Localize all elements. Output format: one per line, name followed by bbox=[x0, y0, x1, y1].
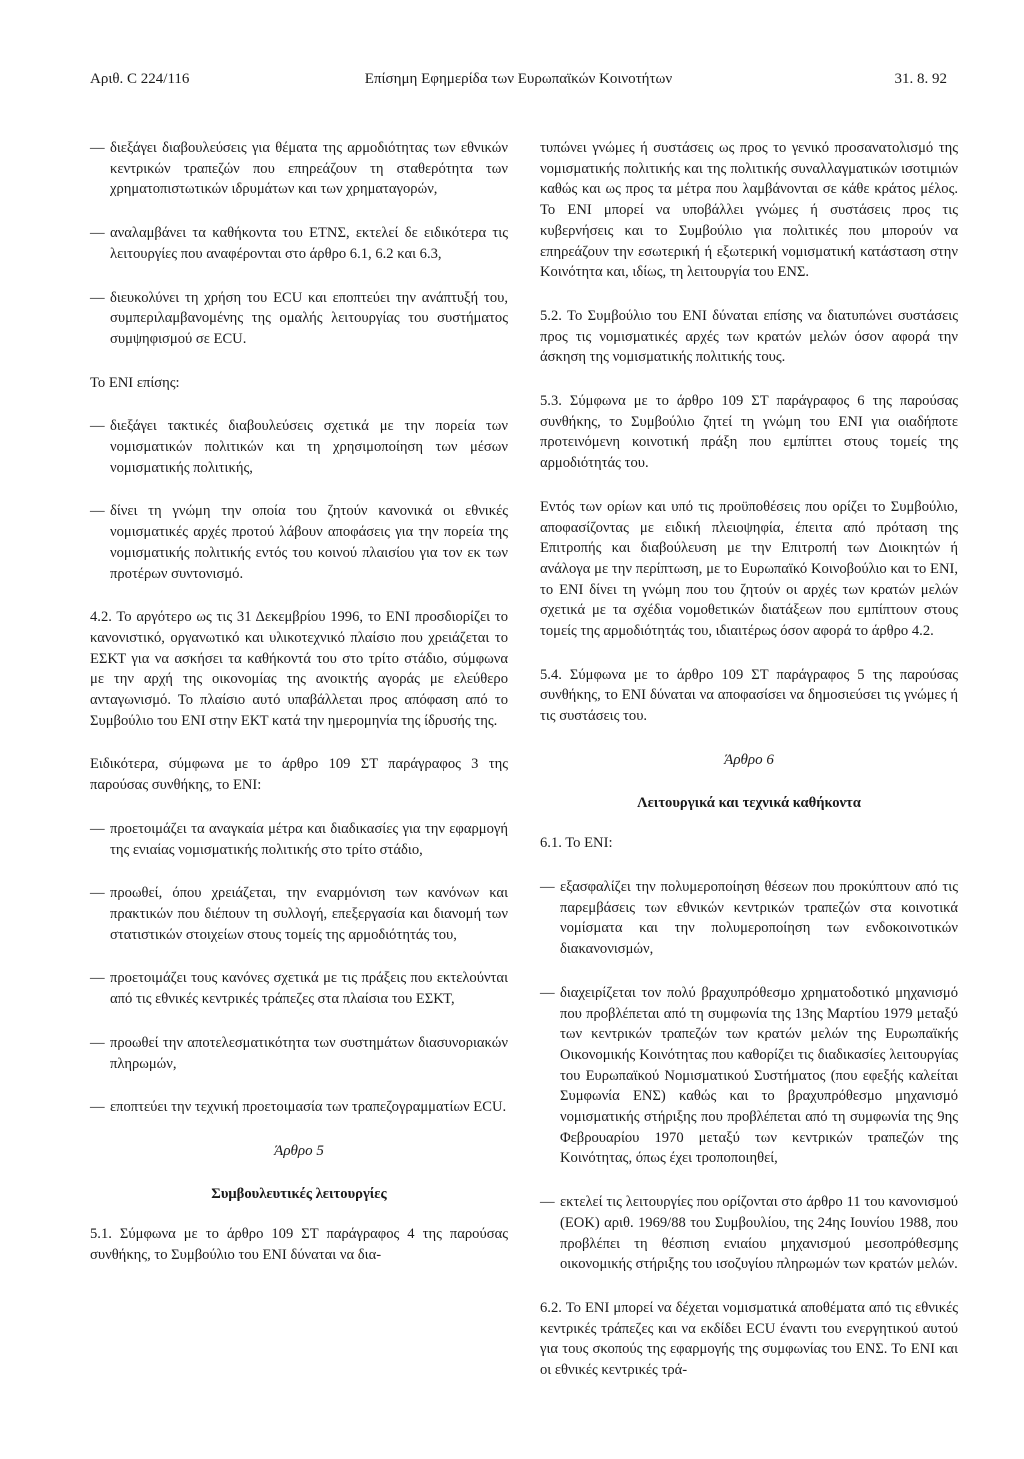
list-item-text: διαχειρίζεται τον πολύ βραχυπρόθεσμο χρηματοδοτικό μηχανισμό που προβλέπεται από τη συμφωνία της 13ης Μαρτίου 1979 μεταξύ των κεντρικών τραπεζών των κρατών μελών της Ευρωπαϊκής Οικονομικής Κοινότητας που καθορίζει τις διαδικασίες λειτουργίας του Ευρωπαϊκού Νομισματικού Συστήματος (που εφεξής καλείται Συμφωνία ΕΝΣ) καθώς και το βραχυπρόθεσμο μηχανισμό νομισματικής στήριξης που προβλέπεται από τη συμφωνία της 9ης Φεβρουαρίου 1970 μεταξύ των κεντρικών τραπεζών της Κοινότητας, όπως έχει τροποποιηθεί, bbox=[560, 984, 958, 1167]
header-journal-title: Επίσημη Εφημερίδα των Ευρωπαϊκών Κοινοτήτων bbox=[364, 71, 673, 87]
paragraph-6-1: 6.1. Το ΕΝΙ: bbox=[540, 835, 613, 852]
list-item bbox=[540, 877, 958, 960]
dash-bullet: — bbox=[90, 1034, 105, 1051]
list-item bbox=[540, 983, 958, 1169]
dash-bullet: — bbox=[90, 885, 105, 902]
list-item-text: δίνει τη γνώμη την οποία του ζητούν κανονικά οι εθνικές νομισματικές αρχές προτού λάβουν αποφάσεις για την πορεία της νομισματικής πολιτικής εντός του κοινού πλαισίου για τον εκ των προτέρων συντονισμό. bbox=[110, 503, 508, 582]
list-item bbox=[90, 1033, 508, 1074]
dash-bullet: — bbox=[90, 970, 105, 987]
list-item-text: προετοιμάζει τους κανόνες σχετικά με τις πράξεις που εκτελούνται από τις εθνικές κεντρικές τράπεζες στα πλαίσια του ΕΣΚΤ, bbox=[110, 970, 508, 1008]
list-item bbox=[90, 968, 508, 1009]
list-item bbox=[90, 416, 508, 478]
paragraph-5-1: 5.1. Σύμφωνα με το άρθρο 109 ΣΤ παράγραφος 4 της παρούσας συνθήκης, το Συμβούλιο του ΕΝΙ δύναται να δια- bbox=[90, 1226, 508, 1264]
list-item bbox=[90, 501, 508, 584]
list-item bbox=[90, 138, 508, 200]
dash-bullet: — bbox=[90, 1099, 105, 1116]
list-item-text: εποπτεύει την τεχνική προετοιμασία των τραπεζογραμματίων ECU. bbox=[110, 1099, 507, 1116]
header-reference: Αριθ. C 224/116 bbox=[90, 71, 190, 87]
list-item-text: διεξάγει διαβουλεύσεις για θέματα της αρμοδιότητας των εθνικών κεντρικών τραπεζών που επηρεάζουν τη σταθερότητα των χρηματοπιστωτικών ιδρυμάτων και των χρηματαγορών, bbox=[110, 140, 508, 198]
list-item bbox=[90, 883, 508, 945]
paragraph-5-3: 5.3. Σύμφωνα με το άρθρο 109 ΣΤ παράγραφος 6 της παρούσας συνθήκης, το Συμβούλιο ζητεί τη γνώμη του ΕΝΙ για οιαδήποτε προτεινόμενη κοινοτική πράξη που εμπίπτει στους τομείς της αρμοδιότητάς του. bbox=[540, 393, 958, 472]
list-item-text: προωθεί την αποτελεσματικότητα των συστημάτων διασυνοριακών πληρωμών, bbox=[110, 1034, 508, 1072]
dash-bullet: — bbox=[90, 289, 105, 306]
dash-bullet: — bbox=[540, 984, 555, 1001]
list-item-text: εξασφαλίζει την πολυμεροποίηση θέσεων που προκύπτουν από τις παρεμβάσεις των εθνικών κεντρικών τραπεζών στα κοινοτικά νομίσματα και την πολυμεροποίηση των ενδοκοινοτικών διακανονισμών, bbox=[560, 878, 958, 958]
list-item bbox=[90, 819, 508, 860]
article-6-title: Λειτουργικά και τεχνικά καθήκοντα bbox=[637, 794, 861, 811]
paragraph-also: Το ΕΝΙ επίσης: bbox=[90, 374, 180, 391]
paragraph-5-4: 5.4. Σύμφωνα με το άρθρο 109 ΣΤ παράγραφος 5 της παρούσας συνθήκης, το ΕΝΙ δύναται να αποφασίσει να δημοσιεύσει τις γνώμες ή τις συστάσεις του. bbox=[540, 666, 958, 725]
list-item bbox=[90, 223, 508, 264]
list-item-text: διεξάγει τακτικές διαβουλεύσεις σχετικά με την πορεία των νομισματικών πολιτικών και τη χρησιμοποίηση των μέσων νομισματικής πολιτικής, bbox=[110, 418, 508, 476]
dash-bullet: — bbox=[540, 1194, 555, 1211]
dash-bullet: — bbox=[90, 418, 105, 435]
article-5-heading: Άρθρο 5 bbox=[274, 1142, 324, 1159]
dash-bullet: — bbox=[90, 503, 105, 520]
list-item-text: προετοιμάζει τα αναγκαία μέτρα και διαδικασίες για την εφαρμογή της ενιαίας νομισματικής πολιτικής στο τρίτο στάδιο, bbox=[110, 820, 508, 858]
dash-bullet: — bbox=[540, 878, 555, 895]
left-column bbox=[90, 138, 508, 1289]
header-date: 31. 8. 92 bbox=[894, 71, 947, 87]
list-item bbox=[90, 1097, 508, 1118]
list-item-text: διευκολύνει τη χρήση του ECU και εποπτεύει την ανάπτυξή του, συμπεριλαμβανομένης της ομαλής λειτουργίας του συστήματος συμψηφισμού σε ECU. bbox=[110, 289, 508, 347]
paragraph-6-2: 6.2. Το ΕΝΙ μπορεί να δέχεται νομισματικά αποθέματα από τις εθνικές κεντρικές τράπεζες και να εκδίδει ECU έναντι του ενεργητικού αυτού για τους σκοπούς της εφαρμογής της συμφωνίας του ΕΝΣ. Το ΕΝΙ και οι εθνικές κεντρικές τρά- bbox=[540, 1299, 958, 1379]
list-item bbox=[540, 1192, 958, 1275]
paragraph-specifically: Ειδικότερα, σύμφωνα με το άρθρο 109 ΣΤ παράγραφος 3 της παρούσας συνθήκης, το ΕΝΙ: bbox=[90, 756, 508, 794]
dash-bullet: — bbox=[90, 820, 105, 837]
paragraph-5-2: 5.2. Το Συμβούλιο του ΕΝΙ δύναται επίσης να διατυπώνει συστάσεις προς τις νομισματικές αρχές των κρατών μελών όσον αφορά την άσκηση της νομισματικής πολιτικής τους. bbox=[540, 307, 958, 366]
paragraph-within-limits: Εντός των ορίων και υπό τις προϋποθέσεις που ορίζει το Συμβούλιο, αποφασίζοντας με ειδική πλειοψηφία, έπειτα από πρόταση της Επιτροπής και διαβούλευση με την Επιτροπή των Διοικητών ή ανάλογα με την περίπτωση, με το Ευρωπαϊκό Κοινοβούλιο και το ΕΝΙ, το ΕΝΙ δίνει τη γνώμη που του ζητούν οι αρχές των κρατών μελών σχετικά με τα σχέδια νομοθετικών διατάξεων που εμπίπτουν στους τομείς της αρμοδιότητάς του, ιδιαιτέρως όσον αφορά το άρθρο 4.2. bbox=[540, 498, 958, 640]
article-6-heading: Άρθρο 6 bbox=[724, 751, 774, 768]
right-column bbox=[540, 138, 958, 1404]
paragraph-4-2: 4.2. Το αργότερο ως τις 31 Δεκεμβρίου 1996, το ΕΝΙ προσδιορίζει το κανονιστικό, οργανωτικό και υλικοτεχνικό πλαίσιο που χρειάζεται το ΕΣΚΤ για να ασκήσει τα καθήκοντά του στο τρίτο στάδιο, σύμφωνα με την αρχή της οικονομίας της ανοικτής αγοράς με ελεύθερο ανταγωνισμό. Το πλαίσιο αυτό υπαβάλλεται προς απόφαση από το Συμβούλιο του ΕΝΙ στην ΕΚΤ κατά την ημερομηνία της ίδρυσής της. bbox=[90, 609, 508, 729]
list-item-text: εκτελεί τις λειτουργίες που ορίζονται στο άρθρο 11 του κανονισμού (ΕΟΚ) αριθ. 1969/88 του Συμβουλίου, της 24ης Ιουνίου 1988, που προβλέπει τη θέσπιση ενιαίου μηχανισμού μεσοπρόθεσμης οικονομικής στήριξης του ισοζυγίου πληρωμών των κρατών μελών. bbox=[560, 1194, 958, 1273]
list-item bbox=[90, 288, 508, 350]
paragraph-5-1-continued: τυπώνει γνώμες ή συστάσεις ως προς το γενικό προσανατολισμό της νομισματικής πολιτικής και της πολιτικής συναλλαγματικών ισοτιμιών καθώς και ως προς τα μέτρα που λαμβάνονται σε κάθε κράτος μέλος. Το ΕΝΙ μπορεί να υποβάλλει γνώμες ή συστάσεις προς τις κυβερνήσεις και το Συμβούλιο για πολιτικές που μπορούν να επηρεάζουν την εσωτερική ή εξωτερική νομισματική κατάσταση στην Κοινότητα και, ιδίως, τη λειτουργία του ΕΝΣ. bbox=[540, 140, 958, 281]
dash-bullet: — bbox=[90, 140, 105, 156]
list-item-text: προωθεί, όπου χρειάζεται, την εναρμόνιση των κανόνων και πρακτικών που διέπουν τη συλλογή, επεξεργασία και διανομή των στατιστικών στοιχείων στους τομείς της αρμοδιότητάς του, bbox=[110, 885, 508, 943]
list-item-text: αναλαμβάνει τα καθήκοντα του ΕΤΝΣ, εκτελεί δε ειδικότερα τις λειτουργίες που αναφέρονται στο άρθρο 6.1, 6.2 και 6.3, bbox=[110, 225, 508, 262]
article-5-title: Συμβουλευτικές λειτουργίες bbox=[211, 1185, 387, 1202]
page-header bbox=[90, 71, 947, 95]
dash-bullet: — bbox=[90, 225, 105, 242]
